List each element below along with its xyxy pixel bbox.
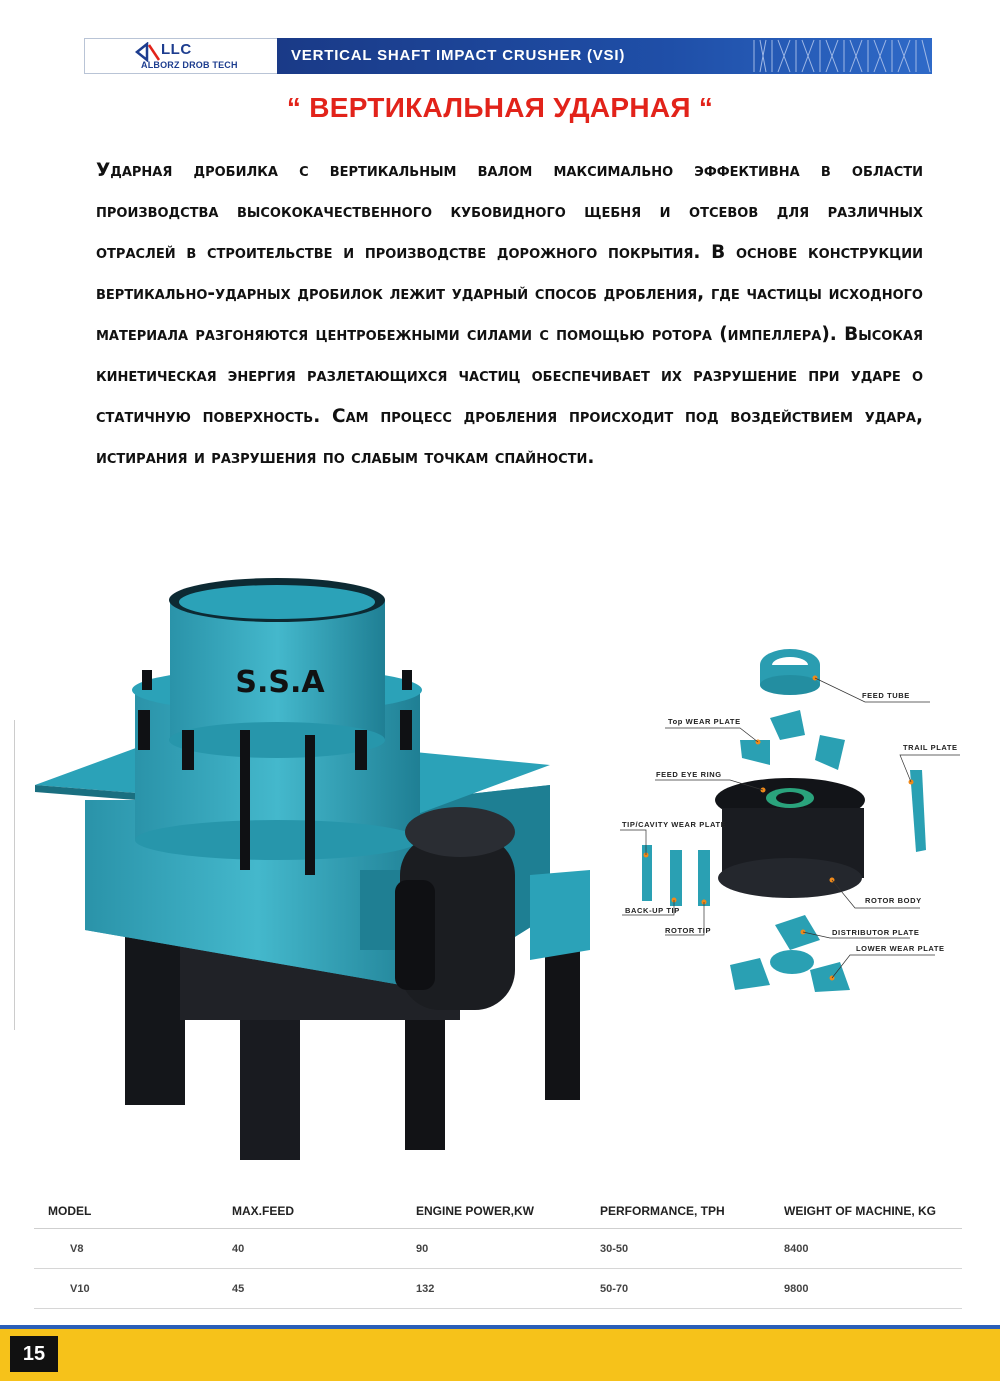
cell-model: V8 [34,1229,218,1269]
col-header-engine-power: ENGINE POWER,KW [402,1194,586,1229]
cell-engine-power: 132 [402,1269,586,1309]
label-feed-eye-ring: FEED EYE RING [656,770,722,779]
label-top-wear-plate: Top WEAR PLATE [668,717,741,726]
label-trail-plate: TRAIL PLATE [903,743,958,752]
label-tip-cavity-wear-plate: TIP/CAVITY WEAR PLATE [622,820,727,829]
specifications-table [34,1194,962,1309]
company-logo [84,38,278,74]
col-header-performance: PERFORMANCE, TPH [586,1194,770,1229]
page-header [84,38,932,74]
table-header-row [34,1194,962,1229]
cell-weight: 8400 [770,1229,962,1269]
cell-max-feed: 40 [218,1229,402,1269]
machine-brand-label: S.S.A [235,665,325,700]
label-feed-tube: FEED TUBE [862,691,910,700]
col-header-max-feed: MAX.FEED [218,1194,402,1229]
page-title: “ ВЕРТИКАЛЬНАЯ УДАРНАЯ “ [286,92,714,123]
logo-company-name: ALBORZ DROB TECH [141,60,238,70]
cell-weight: 9800 [770,1269,962,1309]
page-number: 15 [10,1336,58,1372]
label-distributor-plate: DISTRIBUTOR PLATE [832,928,920,937]
header-title: VERTICAL SHAFT IMPACT CRUSHER (VSI) [291,47,626,64]
cell-model: V10 [34,1269,218,1309]
label-lower-wear-plate: LOWER WEAR PLATE [856,944,945,953]
label-rotor-body: ROTOR BODY [865,896,922,905]
description-paragraph: Ударная дробилка с вертикальным валом максимально эффективна в области производства высококачественного кубовидного щебня и отсевов для различных отраслей в строительстве и производстве дорожного покрытия. В основе конструкции вертикально-ударных дробилок лежит ударный способ дробления, где частицы исходного материала разгоняются центробежными силами с помощью ротора (импеллера). Высокая кинетическая энергия разлетающихся частиц обеспечивает их разрушение при ударе о статичную поверхность. Сам процесс дробления происходит под воздействием удара, истирания и разрушения по слабым точкам спайности. [96,160,923,468]
cell-max-feed: 45 [218,1269,402,1309]
vsi-crusher-illustration [30,570,620,1160]
logo-llc-text: LLC [161,41,192,58]
table-row [34,1269,962,1309]
col-header-weight: WEIGHT OF MACHINE, KG [770,1194,962,1229]
header-title-band [277,38,932,74]
side-divider [14,720,15,1030]
cell-performance: 30-50 [586,1229,770,1269]
label-rotor-tip: ROTOR TIP [665,926,712,935]
cell-performance: 50-70 [586,1269,770,1309]
header-pattern-decoration [752,38,932,74]
cell-engine-power: 90 [402,1229,586,1269]
table-row [34,1229,962,1269]
label-back-up-tip: BACK-UP TIP [625,906,680,915]
logo-triangle-icon [135,42,161,62]
col-header-model: MODEL [34,1194,218,1229]
footer-band [0,1329,1000,1381]
